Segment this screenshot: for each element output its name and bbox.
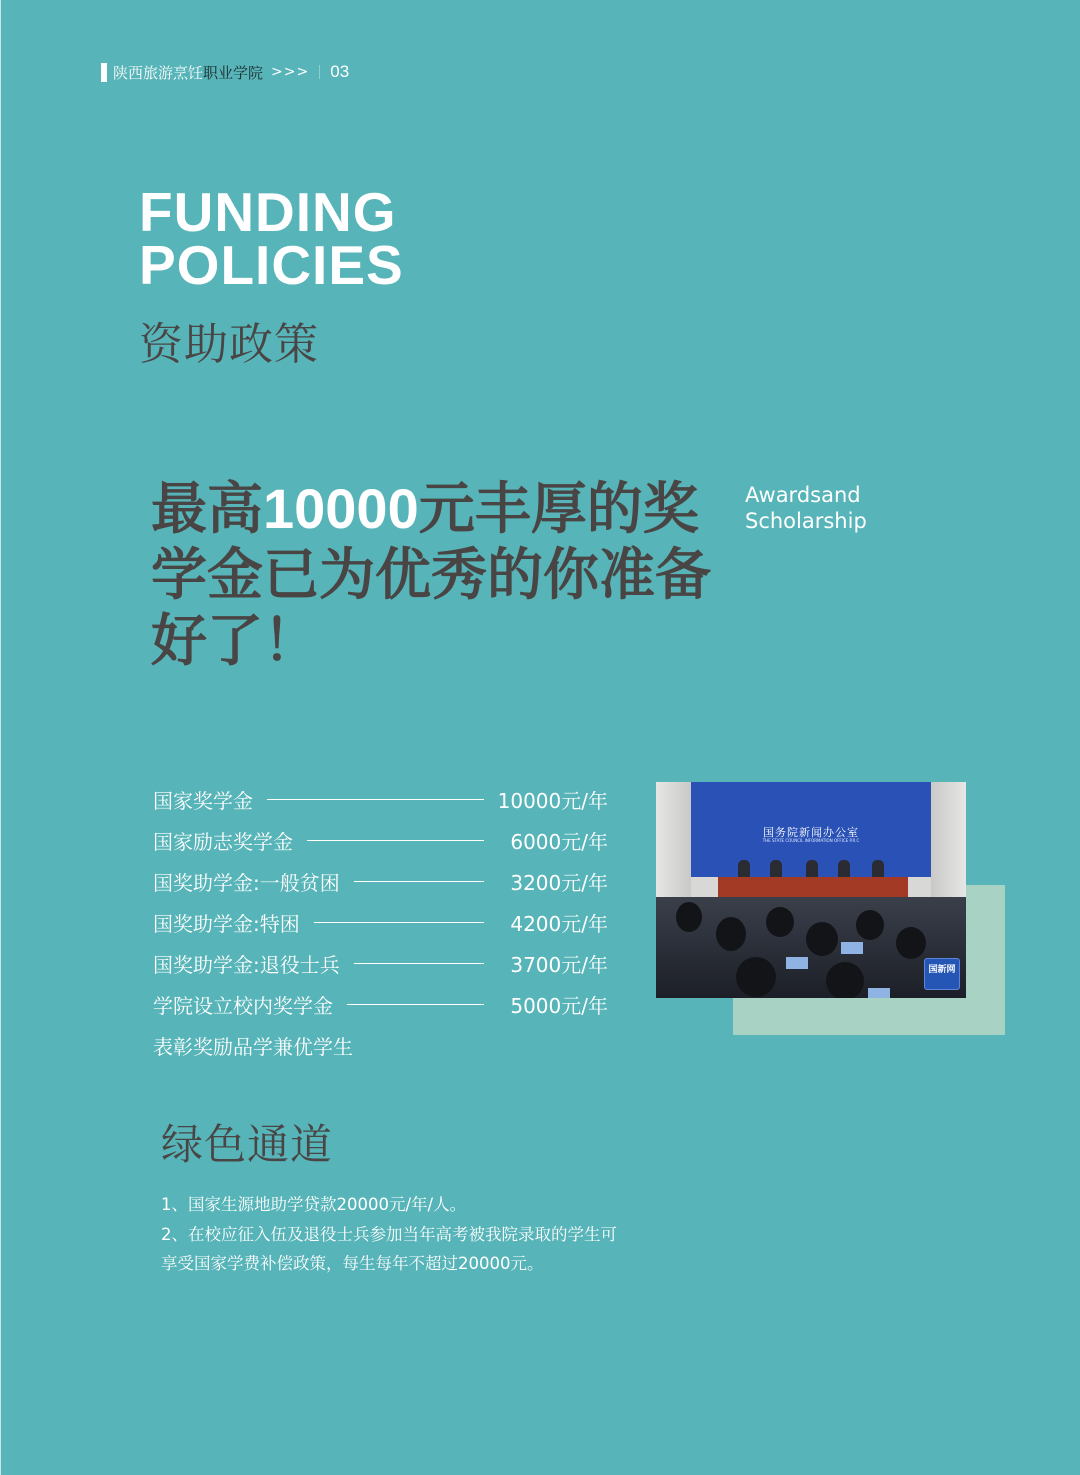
leader-line <box>314 922 484 924</box>
photo-audience-head <box>856 910 884 940</box>
list-item <box>153 861 608 902</box>
photo-podium-table <box>718 877 908 897</box>
scholarship-amount: 6000元/年 <box>510 830 608 854</box>
scholarship-label: 国家奖学金 <box>153 789 253 813</box>
leader-line <box>307 840 484 842</box>
subtitle-line1: Awardsand <box>745 483 861 507</box>
photo-pillar-left <box>656 782 691 902</box>
page-title-zh: 资助政策 <box>139 319 319 370</box>
scholarship-amount: 5000元/年 <box>510 994 608 1018</box>
photo-laptop <box>786 957 808 969</box>
headline-line2: 学金已为优秀的你准备 <box>151 543 711 608</box>
photo-audience-head <box>716 917 746 951</box>
scholarship-label: 表彰奖励品学兼优学生 <box>153 1035 353 1059</box>
school-name-part2: 职业学院 <box>203 63 264 82</box>
list-item <box>153 902 608 943</box>
title-en-line1: FUNDING <box>139 181 397 243</box>
page-header <box>101 61 349 83</box>
green-channel-title: 绿色通道 <box>161 1120 334 1169</box>
scholarship-list <box>153 779 608 1066</box>
press-conference-photo <box>656 782 966 998</box>
photo-speaker <box>738 860 750 878</box>
photo-audience-head <box>736 957 776 997</box>
list-item <box>153 943 608 984</box>
leader-line <box>347 1004 484 1006</box>
scholarship-label: 国奖助学金:退役士兵 <box>153 953 340 977</box>
list-item <box>153 820 608 861</box>
scholarship-label: 国家励志奖学金 <box>153 830 293 854</box>
list-item <box>153 984 608 1025</box>
school-name-part1: 陕西旅游烹饪 <box>113 63 204 82</box>
photo-audience-head <box>676 902 702 932</box>
scholarship-amount: 3200元/年 <box>510 871 608 895</box>
chevrons-icon: >>> <box>271 64 310 80</box>
scholarship-amount: 3700元/年 <box>510 953 608 977</box>
headline-line3: 好了！ <box>151 609 319 674</box>
leader-line <box>354 963 484 965</box>
backdrop-subtitle: THE STATE COUNCIL INFORMATION OFFICE P.R.C <box>762 838 860 843</box>
headline-rest: 元丰厚的奖 <box>418 477 699 542</box>
photo-pillar-right <box>931 782 966 902</box>
scholarship-amount: 10000元/年 <box>497 789 608 813</box>
subtitle-line2: Scholarship <box>745 509 867 533</box>
scholarship-label: 国奖助学金:特困 <box>153 912 300 936</box>
header-bar-icon <box>101 63 107 82</box>
leader-line <box>354 881 484 883</box>
photo-laptop <box>868 988 890 998</box>
header-divider <box>319 65 320 79</box>
scholarship-amount: 4200元/年 <box>510 912 608 936</box>
photo-speaker <box>838 860 850 878</box>
page-title-en <box>139 181 404 296</box>
green-channel-item: 2、在校应征入伍及退役士兵参加当年高考被我院录取的学生可享受国家学费补偿政策，每生每年不超过20000元。 <box>161 1224 617 1273</box>
list-item <box>153 779 608 820</box>
headline-line1 <box>151 476 731 543</box>
headline-prefix: 最高 <box>151 477 263 542</box>
photo-laptop <box>841 942 863 954</box>
scholarship-label: 学院设立校内奖学金 <box>153 994 333 1018</box>
scholarship-label: 国奖助学金:一般贫困 <box>153 871 340 895</box>
leader-line <box>267 799 484 801</box>
headline <box>151 476 731 675</box>
green-channel-item: 1、国家生源地助学贷款20000元/年/人。 <box>161 1195 467 1214</box>
photo-audience-head <box>766 907 794 937</box>
photo-speaker <box>770 860 782 878</box>
photo-speaker <box>806 860 818 878</box>
photo-audience-head <box>896 927 926 959</box>
green-channel-body <box>161 1190 621 1279</box>
list-item <box>153 1025 608 1066</box>
page-number: 03 <box>330 62 350 81</box>
watermark-logo: 国新网 <box>924 958 960 990</box>
photo-audience-head <box>806 922 838 956</box>
headline-subtitle <box>745 482 867 534</box>
backdrop-title: 国务院新闻办公室 <box>763 826 859 839</box>
title-en-line2: POLICIES <box>139 234 404 296</box>
headline-highlight-amount: 10000 <box>263 477 419 540</box>
photo-audience-head <box>826 962 864 998</box>
photo-speaker <box>872 860 884 878</box>
